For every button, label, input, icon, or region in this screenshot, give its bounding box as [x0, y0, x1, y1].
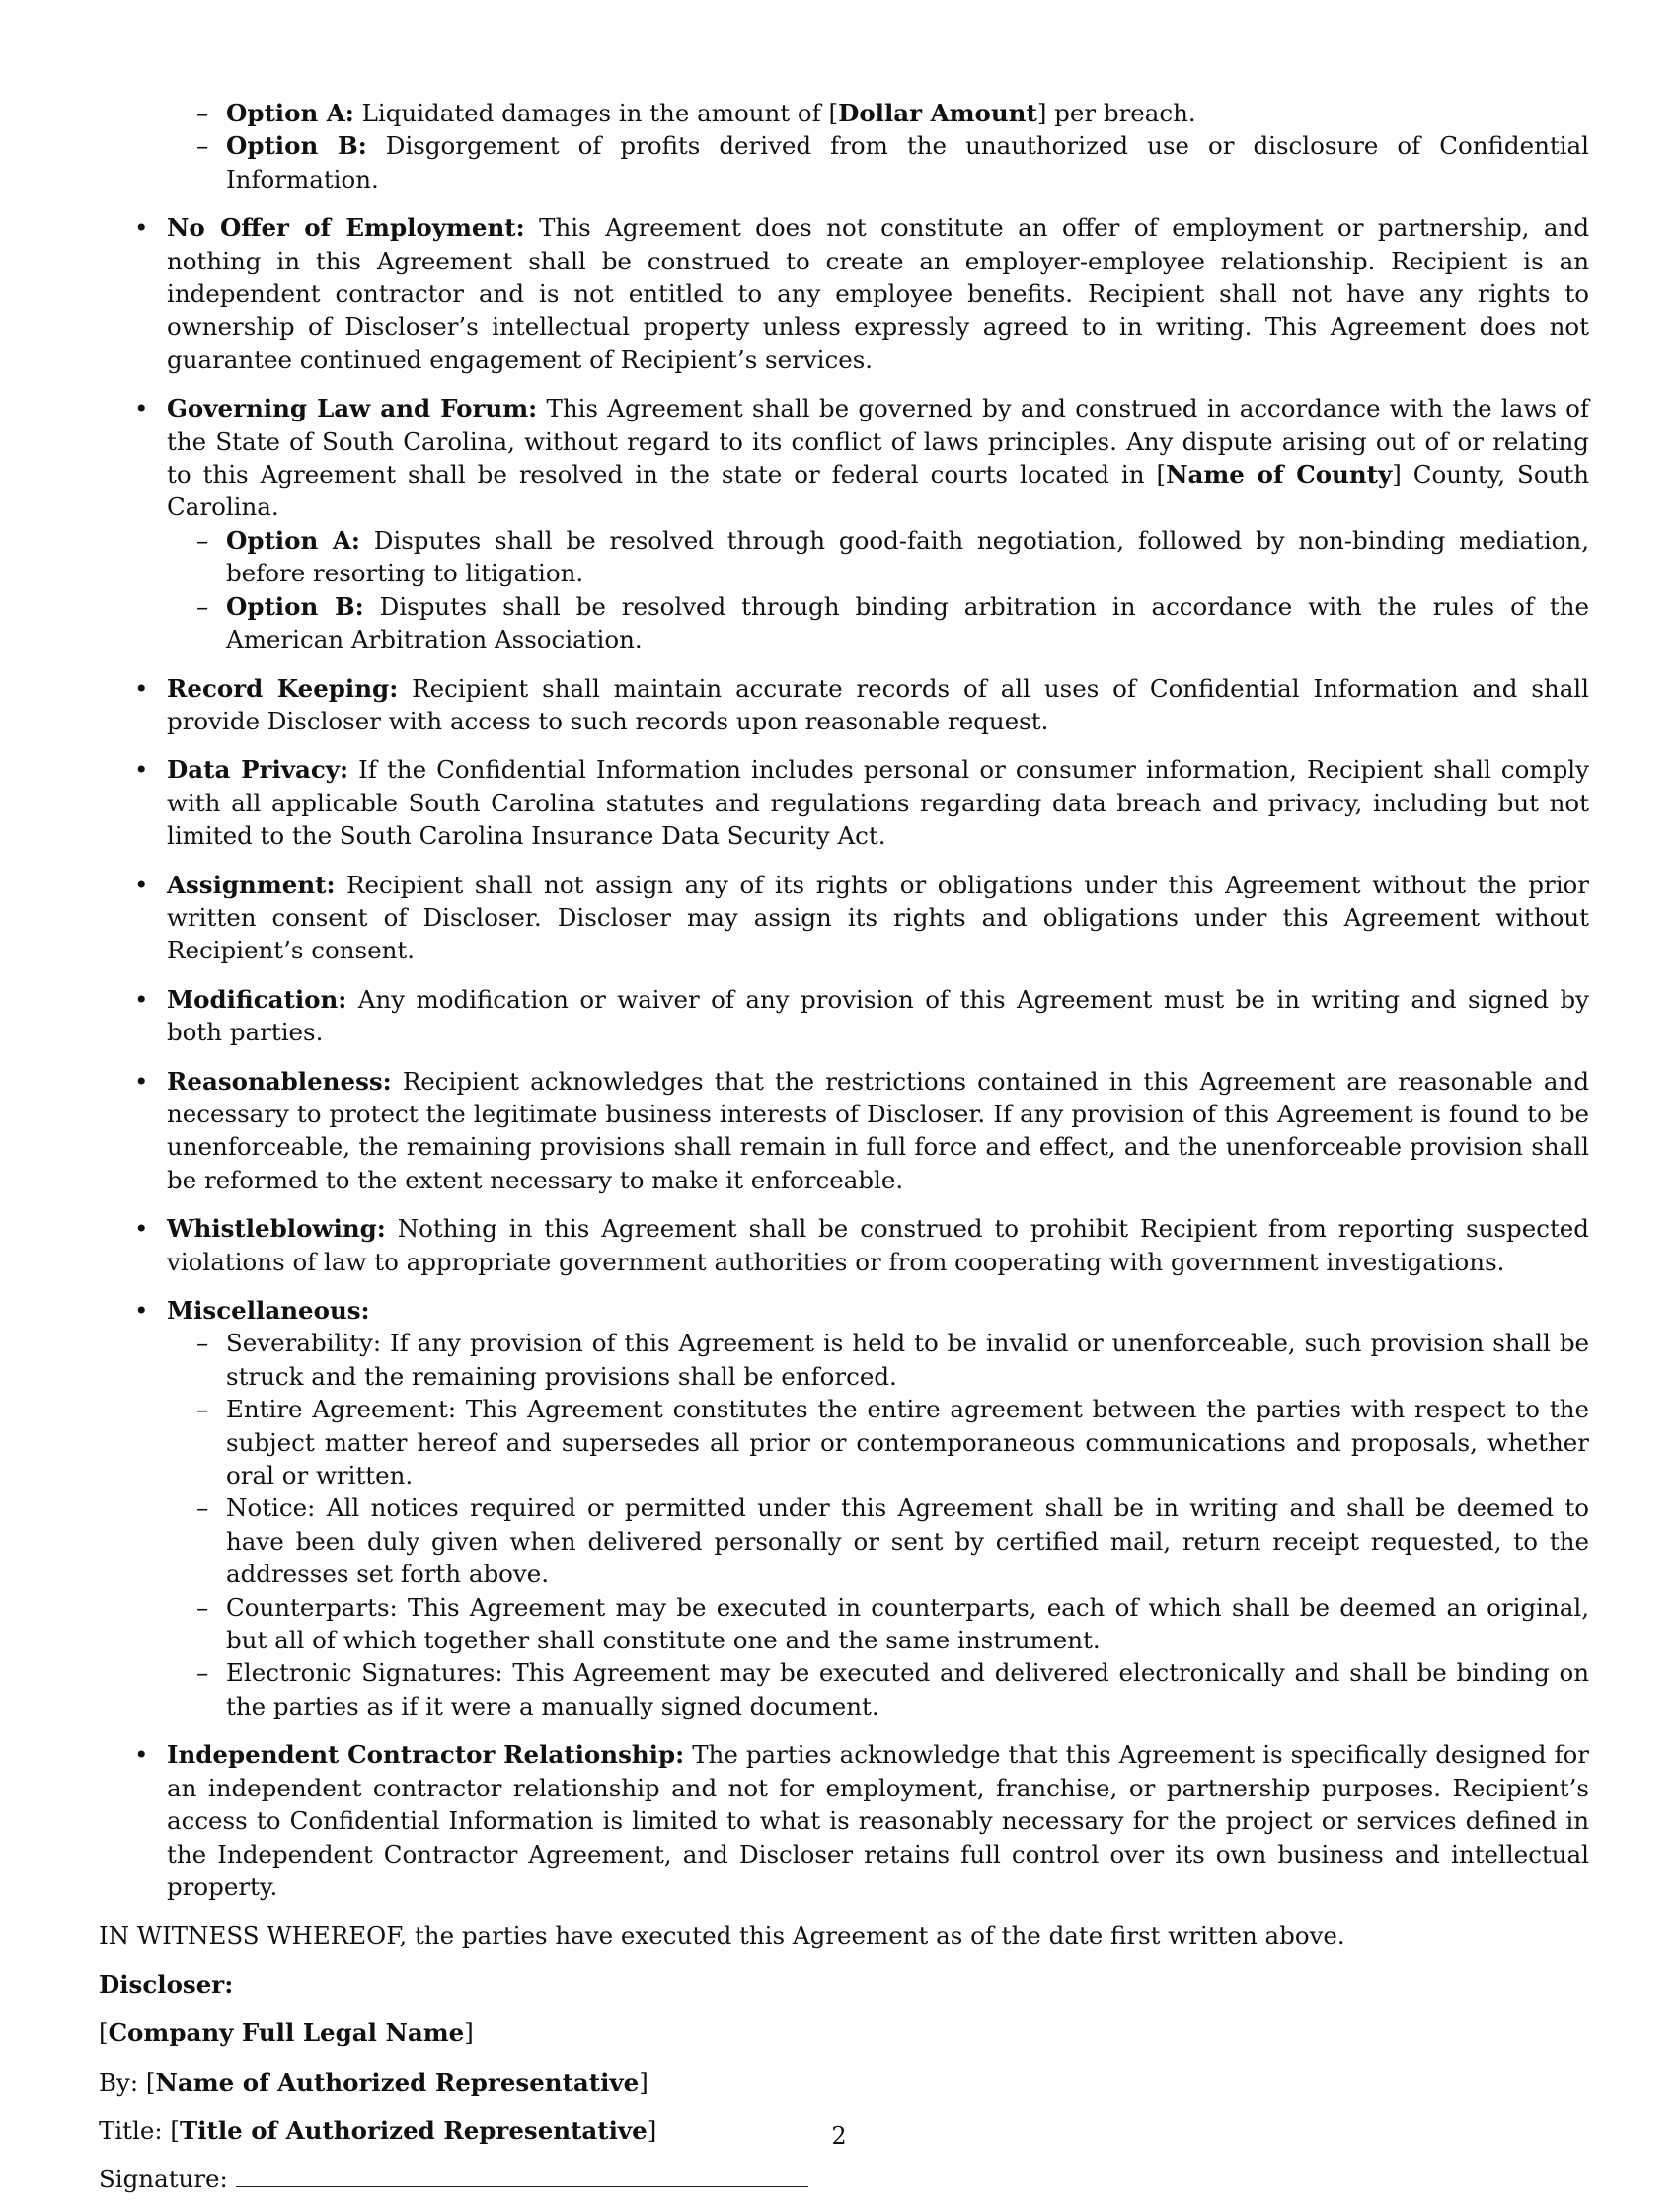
document-page — [99, 97, 1589, 2212]
remedy-option-b: – Option B: Disgorgement of profits derived from the unauthorized use or disclosure of Confidential Information. — [196, 131, 1589, 193]
misc-severability: – Severability: If any provision of this Agreement is held to be invalid or unenforceable, such provision shall be struck and the remaining provisions shall be enforced. — [196, 1329, 1589, 1391]
remedy-option-a: – Option A: Liquidated damages in the amount of [Dollar Amount] per breach. — [196, 99, 1196, 127]
misc-electronic-signatures: – Electronic Signatures: This Agreement may be executed and delivered electronically and shall be binding on the parties as if it were a manually signed document. — [196, 1658, 1589, 1720]
clause-data-privacy: • Data Privacy: If the Confidential Information includes personal or consumer information, Recipient shall comply with all applicable South Carolina statutes and regulations regarding data breach and privacy, including but not limited to the South Carolina Insurance Data Security Act. — [134, 755, 1589, 851]
clause-assignment: • Assignment: Recipient shall not assign any of its rights or obligations under this Agreement without the prior written consent of Discloser. Discloser may assign its rights and obligations under this Agreement without Recipient’s consent. — [134, 870, 1589, 965]
signature-by: By: [Name of Authorized Representative] — [99, 2067, 648, 2097]
clause-whistleblowing: • Whistleblowing: Nothing in this Agreement shall be construed to prohibit Recipient from reporting suspected violations of law to appropriate government authorities or from cooperating with government investigations. — [134, 1214, 1589, 1276]
page-number: 2 — [831, 2122, 847, 2150]
misc-notice: – Notice: All notices required or permitted under this Agreement shall be in writing and shall be deemed to have been duly given when delivered personally or sent by certified mail, return receipt requested, to the addresses set forth above. — [196, 1493, 1589, 1589]
governing-law-option-a: – Option A: Disputes shall be resolved through good-faith negotiation, followed by non-binding mediation, before resorting to litigation. — [196, 525, 1589, 588]
clause-independent-contractor: • Independent Contractor Relationship: The parties acknowledge that this Agreement is specifically designed for an independent contractor relationship and not for employment, franchise, or partnership purposes. Recipient’s access to Confidential Information is limited to what is reasonably necessary for the project or services defined in the Independent Contractor Agreement, and Discloser retains full control over its own business and intellectual property. — [134, 1740, 1589, 1901]
signature-line-row: Signature: — [99, 2163, 1589, 2195]
clause-governing-law: • Governing Law and Forum: This Agreement shall be governed by and construed in accordance with the laws of the State of South Carolina, without regard to its conflict of laws principles. Any dispute arising out of or relating to this Agreement shall be resolved in the state or federal courts located in [Name of County] County, South Carolina. – Option A: Disputes shall be resolved through good-faith negotiation, followed by non-binding mediation, before resorting to litigation. – Option B: Disputes shall be resolved through binding arbitration in accordance with the rules of the American Arbitration Association. — [99, 392, 1589, 655]
misc-entire-agreement: – Entire Agreement: This Agreement constitutes the entire agreement between the parties with respect to the subject matter hereof and supersedes all prior or contemporaneous communications and proposals, whether oral or written. — [196, 1395, 1589, 1490]
witness-statement: IN WITNESS WHEREOF, the parties have executed this Agreement as of the date first written above. — [99, 1921, 1345, 1950]
governing-law-option-b: – Option B: Disputes shall be resolved through binding arbitration in accordance with the rules of the American Arbitration Association. — [196, 591, 1589, 654]
signature-party-label: Discloser: — [99, 1969, 234, 1999]
signature-company: [Company Full Legal Name] — [99, 2019, 474, 2048]
misc-counterparts: – Counterparts: This Agreement may be executed in counterparts, each of which shall be deemed an original, but all of which together shall constitute one and the same instrument. — [196, 1592, 1589, 1655]
clause-list — [99, 97, 1589, 1903]
clause-record-keeping: • Record Keeping: Recipient shall maintain accurate records of all uses of Confidential Information and shall provide Discloser with access to such records upon reasonable request. — [134, 673, 1589, 735]
clause-no-offer-of-employment: • No Offer of Employment: This Agreement does not constitute an offer of employment or partnership, and nothing in this Agreement shall be construed to create an employer-employee relationship. Recipient is an independent contractor and is not entitled to any employee benefits. Recipient shall not have any rights to ownership of Discloser’s intellectual property unless expressly agreed to in writing. This Agreement does not guarantee continued engagement of Recipient’s services. — [134, 213, 1590, 374]
signature-line[interactable] — [236, 2163, 808, 2187]
clause-modification: • Modification: Any modification or waiver of any provision of this Agreement must be in writing and signed by both parties. — [134, 984, 1589, 1047]
signature-title: Title: [Title of Authorized Representative] — [99, 2115, 657, 2145]
clause-reasonableness: • Reasonableness: Recipient acknowledges that the restrictions contained in this Agreement are reasonable and necessary to protect the legitimate business interests of Discloser. If any provision of this Agreement is found to be unenforceable, the remaining provisions shall remain in full force and effect, and the unenforceable provision shall be reformed to the extent necessary to make it enforceable. — [134, 1066, 1589, 1194]
clause-miscellaneous: • Miscellaneous: – Severability: If any provision of this Agreement is held to be invalid or unenforceable, such provision shall be struck and the remaining provisions shall be enforced. – Entire Agreement: This Agreement constitutes the entire agreement between the parties with respect to the subject matter hereof and supersedes all prior or contemporaneous communications and proposals, whether oral or written. – Notice: All notices required or permitted under this Agreement shall be in writing and shall be deemed to have been duly given when delivered personally or sent by certified mail, return receipt requested, to the addresses set forth above. – Counterparts: This Agreement may be executed in counterparts, each of which shall be deemed an original, but all of which together shall constitute one and the same instrument. – Electronic Signatures: This Agreement may be executed and delivered electronically and shall be binding on the parties as if it were a manually signed document. — [99, 1294, 1589, 1722]
remedies-options-continued — [99, 97, 1589, 195]
